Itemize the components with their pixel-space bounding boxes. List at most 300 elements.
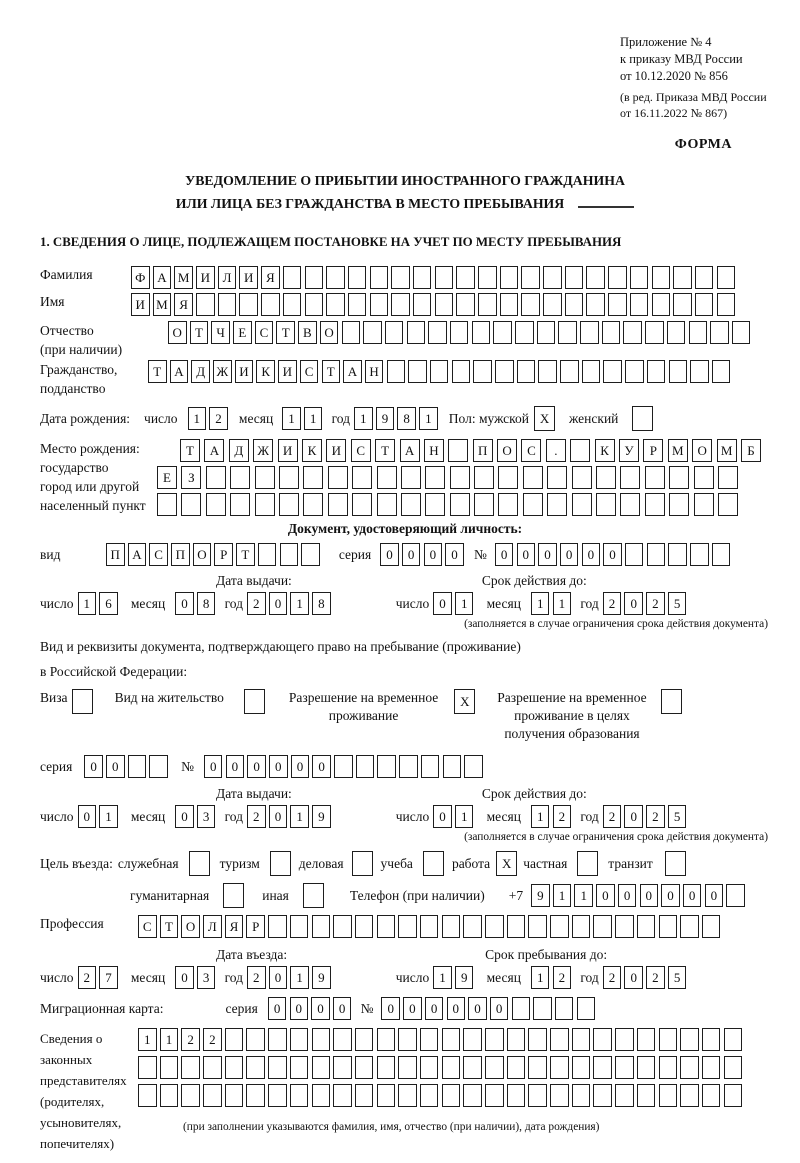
form-cell[interactable]: [550, 1056, 569, 1079]
form-cell[interactable]: И: [131, 293, 150, 316]
form-cell[interactable]: [425, 493, 445, 516]
form-cell[interactable]: [377, 1056, 396, 1079]
form-cell[interactable]: [377, 915, 396, 938]
form-cell[interactable]: [668, 543, 687, 566]
form-cell[interactable]: [255, 493, 275, 516]
form-cell[interactable]: [246, 1028, 265, 1051]
form-cell[interactable]: [580, 321, 599, 344]
form-cell[interactable]: X: [534, 406, 555, 431]
form-cell[interactable]: [333, 1084, 352, 1107]
form-cell[interactable]: [463, 1084, 482, 1107]
form-cell[interactable]: [547, 493, 567, 516]
form-cell[interactable]: [181, 1084, 200, 1107]
form-cell[interactable]: [363, 321, 382, 344]
form-cell[interactable]: [603, 360, 622, 383]
form-cell[interactable]: [690, 543, 709, 566]
form-cell[interactable]: Ч: [211, 321, 230, 344]
form-cell[interactable]: [608, 266, 627, 289]
form-cell[interactable]: [305, 266, 324, 289]
form-cell[interactable]: [602, 321, 621, 344]
form-cell[interactable]: [577, 851, 598, 876]
form-cell[interactable]: [485, 1084, 504, 1107]
form-cell[interactable]: [586, 293, 605, 316]
form-cell[interactable]: 2: [553, 966, 572, 989]
form-cell[interactable]: [430, 360, 449, 383]
form-cell[interactable]: Т: [276, 321, 295, 344]
form-cell[interactable]: [669, 466, 689, 489]
form-cell[interactable]: [420, 1084, 439, 1107]
form-cell[interactable]: 2: [247, 966, 266, 989]
form-cell[interactable]: И: [235, 360, 254, 383]
form-cell[interactable]: 0: [312, 755, 331, 778]
form-cell[interactable]: 0: [433, 592, 452, 615]
form-cell[interactable]: [442, 1028, 461, 1051]
form-cell[interactable]: 1: [574, 884, 593, 907]
form-cell[interactable]: [160, 1056, 179, 1079]
form-cell[interactable]: [498, 466, 518, 489]
form-cell[interactable]: [128, 755, 147, 778]
form-cell[interactable]: [442, 915, 461, 938]
form-cell[interactable]: Б: [741, 439, 761, 462]
form-cell[interactable]: И: [196, 266, 215, 289]
form-cell[interactable]: [630, 293, 649, 316]
form-cell[interactable]: 9: [376, 407, 395, 430]
form-cell[interactable]: 8: [312, 592, 331, 615]
form-cell[interactable]: 1: [531, 592, 550, 615]
form-cell[interactable]: [342, 321, 361, 344]
form-cell[interactable]: [694, 493, 714, 516]
form-cell[interactable]: [428, 321, 447, 344]
form-cell[interactable]: 0: [425, 997, 444, 1020]
form-cell[interactable]: [258, 543, 277, 566]
form-cell[interactable]: А: [204, 439, 224, 462]
form-cell[interactable]: 2: [247, 592, 266, 615]
form-cell[interactable]: 0: [603, 543, 622, 566]
form-cell[interactable]: [401, 493, 421, 516]
form-cell[interactable]: [230, 466, 250, 489]
form-cell[interactable]: [550, 1084, 569, 1107]
form-cell[interactable]: С: [138, 915, 157, 938]
form-cell[interactable]: [157, 493, 177, 516]
form-cell[interactable]: [280, 543, 299, 566]
form-cell[interactable]: [565, 293, 584, 316]
form-cell[interactable]: [555, 997, 574, 1020]
form-cell[interactable]: [450, 321, 469, 344]
form-cell[interactable]: [334, 755, 353, 778]
form-cell[interactable]: [443, 755, 462, 778]
form-cell[interactable]: [726, 884, 745, 907]
form-cell[interactable]: [632, 406, 653, 431]
form-cell[interactable]: [538, 360, 557, 383]
form-cell[interactable]: Р: [643, 439, 663, 462]
form-cell[interactable]: 0: [538, 543, 557, 566]
form-cell[interactable]: [312, 1028, 331, 1051]
form-cell[interactable]: [328, 493, 348, 516]
form-cell[interactable]: [724, 1028, 743, 1051]
form-cell[interactable]: [550, 1028, 569, 1051]
form-cell[interactable]: 2: [203, 1028, 222, 1051]
form-cell[interactable]: [615, 1084, 634, 1107]
form-cell[interactable]: [673, 293, 692, 316]
form-cell[interactable]: [630, 266, 649, 289]
form-cell[interactable]: С: [300, 360, 319, 383]
form-cell[interactable]: 0: [424, 543, 443, 566]
form-cell[interactable]: 0: [269, 592, 288, 615]
form-cell[interactable]: И: [239, 266, 258, 289]
form-cell[interactable]: 1: [282, 407, 301, 430]
form-cell[interactable]: 8: [397, 407, 416, 430]
form-cell[interactable]: [279, 493, 299, 516]
form-cell[interactable]: П: [171, 543, 190, 566]
form-cell[interactable]: [645, 466, 665, 489]
form-cell[interactable]: Т: [180, 439, 200, 462]
form-cell[interactable]: [423, 851, 444, 876]
form-cell[interactable]: [543, 266, 562, 289]
form-cell[interactable]: 0: [661, 884, 680, 907]
form-cell[interactable]: 0: [175, 966, 194, 989]
form-cell[interactable]: 0: [402, 543, 421, 566]
form-cell[interactable]: [637, 1056, 656, 1079]
form-cell[interactable]: [408, 360, 427, 383]
form-cell[interactable]: [472, 321, 491, 344]
form-cell[interactable]: [652, 266, 671, 289]
form-cell[interactable]: 0: [106, 755, 125, 778]
form-cell[interactable]: 8: [197, 592, 216, 615]
form-cell[interactable]: Д: [229, 439, 249, 462]
form-cell[interactable]: Ж: [253, 439, 273, 462]
form-cell[interactable]: 1: [531, 966, 550, 989]
form-cell[interactable]: [615, 1056, 634, 1079]
form-cell[interactable]: [593, 915, 612, 938]
form-cell[interactable]: 0: [381, 997, 400, 1020]
form-cell[interactable]: [290, 1084, 309, 1107]
form-cell[interactable]: [558, 321, 577, 344]
form-cell[interactable]: [261, 293, 280, 316]
form-cell[interactable]: [463, 915, 482, 938]
form-cell[interactable]: [620, 493, 640, 516]
form-cell[interactable]: [333, 1028, 352, 1051]
form-cell[interactable]: [401, 466, 421, 489]
form-cell[interactable]: [507, 1028, 526, 1051]
form-cell[interactable]: [377, 755, 396, 778]
form-cell[interactable]: 1: [455, 592, 474, 615]
form-cell[interactable]: [305, 293, 324, 316]
form-cell[interactable]: А: [128, 543, 147, 566]
form-cell[interactable]: [478, 293, 497, 316]
form-cell[interactable]: [72, 689, 93, 714]
form-cell[interactable]: 0: [618, 884, 637, 907]
form-cell[interactable]: [435, 293, 454, 316]
form-cell[interactable]: [181, 1056, 200, 1079]
form-cell[interactable]: [665, 851, 686, 876]
form-cell[interactable]: Ж: [213, 360, 232, 383]
form-cell[interactable]: [528, 1084, 547, 1107]
form-cell[interactable]: [391, 293, 410, 316]
form-cell[interactable]: А: [343, 360, 362, 383]
form-cell[interactable]: Ф: [131, 266, 150, 289]
form-cell[interactable]: Т: [236, 543, 255, 566]
form-cell[interactable]: [420, 915, 439, 938]
form-cell[interactable]: [290, 1028, 309, 1051]
form-cell[interactable]: [283, 293, 302, 316]
form-cell[interactable]: [463, 1056, 482, 1079]
form-cell[interactable]: [615, 915, 634, 938]
form-cell[interactable]: О: [168, 321, 187, 344]
form-cell[interactable]: [255, 466, 275, 489]
form-cell[interactable]: [391, 266, 410, 289]
form-cell[interactable]: [370, 293, 389, 316]
form-cell[interactable]: [303, 493, 323, 516]
form-cell[interactable]: 2: [78, 966, 97, 989]
form-cell[interactable]: 9: [531, 884, 550, 907]
form-cell[interactable]: [268, 915, 287, 938]
form-cell[interactable]: 1: [354, 407, 373, 430]
form-cell[interactable]: 9: [312, 966, 331, 989]
form-cell[interactable]: 1: [531, 805, 550, 828]
form-cell[interactable]: 5: [668, 805, 687, 828]
form-cell[interactable]: [718, 466, 738, 489]
form-cell[interactable]: 0: [495, 543, 514, 566]
form-cell[interactable]: [537, 321, 556, 344]
form-cell[interactable]: [377, 1028, 396, 1051]
form-cell[interactable]: 1: [304, 407, 323, 430]
form-cell[interactable]: [377, 466, 397, 489]
form-cell[interactable]: [507, 1084, 526, 1107]
form-cell[interactable]: [659, 1028, 678, 1051]
form-cell[interactable]: [695, 266, 714, 289]
form-cell[interactable]: [572, 1084, 591, 1107]
form-cell[interactable]: 7: [99, 966, 118, 989]
form-cell[interactable]: 0: [433, 805, 452, 828]
form-cell[interactable]: [702, 915, 721, 938]
form-cell[interactable]: [702, 1056, 721, 1079]
form-cell[interactable]: А: [400, 439, 420, 462]
form-cell[interactable]: [659, 915, 678, 938]
form-cell[interactable]: А: [153, 266, 172, 289]
form-cell[interactable]: [474, 493, 494, 516]
form-cell[interactable]: [528, 1028, 547, 1051]
form-cell[interactable]: [456, 293, 475, 316]
form-cell[interactable]: 0: [560, 543, 579, 566]
form-cell[interactable]: .: [546, 439, 566, 462]
form-cell[interactable]: М: [153, 293, 172, 316]
form-cell[interactable]: 1: [290, 966, 309, 989]
form-cell[interactable]: [661, 689, 682, 714]
form-cell[interactable]: [547, 466, 567, 489]
form-cell[interactable]: [290, 1056, 309, 1079]
form-cell[interactable]: О: [181, 915, 200, 938]
form-cell[interactable]: [442, 1056, 461, 1079]
form-cell[interactable]: 0: [204, 755, 223, 778]
form-cell[interactable]: [181, 493, 201, 516]
form-cell[interactable]: О: [193, 543, 212, 566]
form-cell[interactable]: 0: [403, 997, 422, 1020]
form-cell[interactable]: 0: [380, 543, 399, 566]
form-cell[interactable]: 1: [290, 805, 309, 828]
form-cell[interactable]: 0: [291, 755, 310, 778]
form-cell[interactable]: [290, 915, 309, 938]
form-cell[interactable]: 0: [290, 997, 309, 1020]
form-cell[interactable]: [420, 1028, 439, 1051]
form-cell[interactable]: К: [256, 360, 275, 383]
form-cell[interactable]: [244, 689, 265, 714]
form-cell[interactable]: [352, 851, 373, 876]
form-cell[interactable]: [512, 997, 531, 1020]
form-cell[interactable]: [138, 1084, 157, 1107]
form-cell[interactable]: 0: [640, 884, 659, 907]
form-cell[interactable]: [560, 360, 579, 383]
form-cell[interactable]: З: [181, 466, 201, 489]
form-cell[interactable]: 2: [646, 805, 665, 828]
form-cell[interactable]: 1: [78, 592, 97, 615]
form-cell[interactable]: Д: [191, 360, 210, 383]
form-cell[interactable]: 2: [553, 805, 572, 828]
form-cell[interactable]: 0: [705, 884, 724, 907]
form-cell[interactable]: [647, 543, 666, 566]
form-cell[interactable]: [659, 1056, 678, 1079]
form-cell[interactable]: [593, 1056, 612, 1079]
form-cell[interactable]: [528, 915, 547, 938]
form-cell[interactable]: [474, 466, 494, 489]
form-cell[interactable]: 1: [160, 1028, 179, 1051]
form-cell[interactable]: [724, 1084, 743, 1107]
form-cell[interactable]: [498, 493, 518, 516]
form-cell[interactable]: Н: [365, 360, 384, 383]
form-cell[interactable]: [301, 543, 320, 566]
form-cell[interactable]: [473, 360, 492, 383]
form-cell[interactable]: [500, 266, 519, 289]
form-cell[interactable]: [637, 915, 656, 938]
form-cell[interactable]: [572, 1056, 591, 1079]
form-cell[interactable]: [268, 1084, 287, 1107]
form-cell[interactable]: [572, 493, 592, 516]
form-cell[interactable]: X: [454, 689, 475, 714]
form-cell[interactable]: 1: [455, 805, 474, 828]
form-cell[interactable]: С: [521, 439, 541, 462]
form-cell[interactable]: 2: [603, 966, 622, 989]
form-cell[interactable]: [596, 466, 616, 489]
form-cell[interactable]: [326, 266, 345, 289]
form-cell[interactable]: Р: [246, 915, 265, 938]
form-cell[interactable]: Л: [203, 915, 222, 938]
form-cell[interactable]: [377, 1084, 396, 1107]
form-cell[interactable]: 0: [582, 543, 601, 566]
form-cell[interactable]: И: [278, 360, 297, 383]
form-cell[interactable]: У: [619, 439, 639, 462]
form-cell[interactable]: [203, 1084, 222, 1107]
form-cell[interactable]: [485, 1056, 504, 1079]
form-cell[interactable]: [456, 266, 475, 289]
form-cell[interactable]: [223, 883, 244, 908]
form-cell[interactable]: [586, 266, 605, 289]
form-cell[interactable]: [407, 321, 426, 344]
form-cell[interactable]: 0: [175, 592, 194, 615]
form-cell[interactable]: [495, 360, 514, 383]
form-cell[interactable]: [572, 466, 592, 489]
form-cell[interactable]: 3: [197, 966, 216, 989]
form-cell[interactable]: 0: [175, 805, 194, 828]
form-cell[interactable]: [413, 293, 432, 316]
form-cell[interactable]: [268, 1028, 287, 1051]
form-cell[interactable]: 9: [455, 966, 474, 989]
form-cell[interactable]: [463, 1028, 482, 1051]
form-cell[interactable]: [377, 493, 397, 516]
form-cell[interactable]: [398, 1084, 417, 1107]
form-cell[interactable]: [570, 439, 590, 462]
form-cell[interactable]: 2: [646, 592, 665, 615]
form-cell[interactable]: [196, 293, 215, 316]
form-cell[interactable]: [493, 321, 512, 344]
form-cell[interactable]: О: [692, 439, 712, 462]
form-cell[interactable]: 0: [269, 755, 288, 778]
form-cell[interactable]: [620, 466, 640, 489]
form-cell[interactable]: 6: [99, 592, 118, 615]
form-cell[interactable]: [355, 1084, 374, 1107]
form-cell[interactable]: 5: [668, 592, 687, 615]
form-cell[interactable]: [523, 493, 543, 516]
form-cell[interactable]: Т: [148, 360, 167, 383]
form-cell[interactable]: [464, 755, 483, 778]
form-cell[interactable]: [593, 1028, 612, 1051]
form-cell[interactable]: М: [717, 439, 737, 462]
form-cell[interactable]: [425, 466, 445, 489]
form-cell[interactable]: [279, 466, 299, 489]
form-cell[interactable]: [442, 1084, 461, 1107]
form-cell[interactable]: 0: [445, 543, 464, 566]
form-cell[interactable]: [507, 915, 526, 938]
form-cell[interactable]: [667, 321, 686, 344]
form-cell[interactable]: [702, 1028, 721, 1051]
form-cell[interactable]: [303, 466, 323, 489]
form-cell[interactable]: [398, 915, 417, 938]
form-cell[interactable]: [387, 360, 406, 383]
form-cell[interactable]: [352, 466, 372, 489]
form-cell[interactable]: [230, 493, 250, 516]
form-cell[interactable]: [521, 266, 540, 289]
form-cell[interactable]: [500, 293, 519, 316]
form-cell[interactable]: [189, 851, 210, 876]
form-cell[interactable]: [485, 1028, 504, 1051]
form-cell[interactable]: [625, 360, 644, 383]
form-cell[interactable]: [717, 293, 736, 316]
form-cell[interactable]: 1: [99, 805, 118, 828]
form-cell[interactable]: [356, 755, 375, 778]
form-cell[interactable]: А: [170, 360, 189, 383]
form-cell[interactable]: 0: [624, 966, 643, 989]
form-cell[interactable]: [710, 321, 729, 344]
form-cell[interactable]: [312, 1056, 331, 1079]
form-cell[interactable]: 2: [181, 1028, 200, 1051]
form-cell[interactable]: [283, 266, 302, 289]
form-cell[interactable]: 1: [553, 592, 572, 615]
form-cell[interactable]: К: [302, 439, 322, 462]
form-cell[interactable]: [533, 997, 552, 1020]
form-cell[interactable]: [717, 266, 736, 289]
form-cell[interactable]: 0: [78, 805, 97, 828]
form-cell[interactable]: [246, 1084, 265, 1107]
form-cell[interactable]: [399, 755, 418, 778]
form-cell[interactable]: 1: [433, 966, 452, 989]
form-cell[interactable]: О: [497, 439, 517, 462]
form-cell[interactable]: 2: [646, 966, 665, 989]
form-cell[interactable]: [521, 293, 540, 316]
form-cell[interactable]: [680, 1084, 699, 1107]
form-cell[interactable]: Т: [322, 360, 341, 383]
form-cell[interactable]: [370, 266, 389, 289]
form-cell[interactable]: 0: [596, 884, 615, 907]
form-cell[interactable]: И: [278, 439, 298, 462]
form-cell[interactable]: [355, 1056, 374, 1079]
